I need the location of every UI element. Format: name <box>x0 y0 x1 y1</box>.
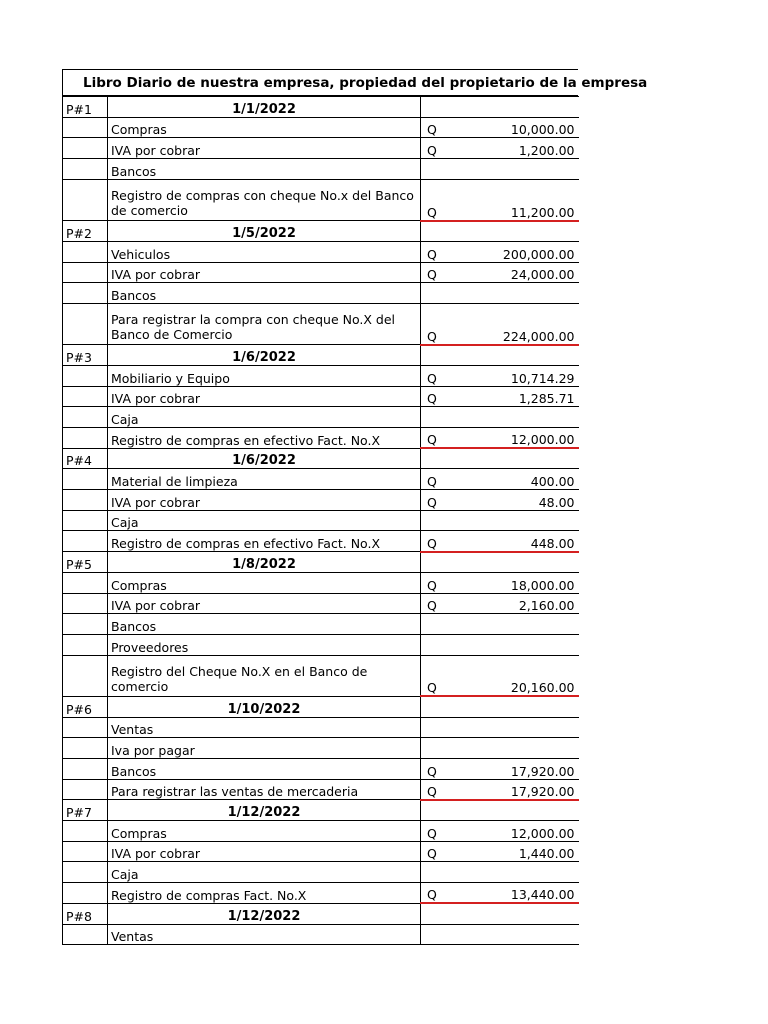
account-name[interactable]: Para registrar la compra con cheque No.X del Banco de Comercio <box>108 303 421 344</box>
amount-value: 11,200.00 <box>510 204 575 220</box>
amount-cell[interactable] <box>421 924 579 945</box>
amount-wrapper <box>424 205 576 220</box>
entry-date[interactable]: 1/6/2022 <box>108 345 421 366</box>
amount-wrapper <box>424 391 576 406</box>
account-name[interactable]: IVA por cobrar <box>108 593 421 614</box>
entry-header-amount-cell[interactable] <box>421 345 579 366</box>
entry-row-id-cell[interactable] <box>63 469 108 490</box>
journal-line-row <box>63 241 579 262</box>
amount-cell[interactable] <box>421 614 579 635</box>
account-name[interactable]: IVA por cobrar <box>108 262 421 283</box>
amount-value: 224,000.00 <box>502 328 575 344</box>
journal-line-row <box>63 821 579 842</box>
amount-cell[interactable] <box>421 531 579 552</box>
journal-title: Libro Diario de nuestra empresa, propiedad del propietario de la empresa <box>62 69 578 96</box>
entry-row-id-cell[interactable] <box>63 738 108 759</box>
account-name[interactable]: IVA por cobrar <box>108 490 421 511</box>
amount-cell[interactable] <box>421 821 579 842</box>
amount-wrapper <box>424 495 576 510</box>
amount-value: 24,000.00 <box>510 267 575 283</box>
journal-line-row <box>63 759 579 780</box>
account-name[interactable]: Registro de compras Fact. No.X <box>108 883 421 904</box>
entry-header-row <box>63 800 579 821</box>
amount-cell[interactable] <box>421 634 579 655</box>
entry-header-amount-cell[interactable] <box>421 448 579 469</box>
journal-line-row <box>63 531 579 552</box>
account-name[interactable]: Para registrar las ventas de mercaderia <box>108 779 421 800</box>
currency-symbol: Q <box>427 535 437 551</box>
entry-header-row <box>63 221 579 242</box>
entry-row-id-cell[interactable] <box>63 655 108 696</box>
journal-sheet <box>62 69 648 945</box>
entry-row-id-cell[interactable] <box>63 759 108 780</box>
amount-wrapper <box>424 578 576 593</box>
amount-value: 18,000.00 <box>510 577 575 593</box>
account-name[interactable]: Bancos <box>108 759 421 780</box>
journal-line-row <box>63 634 579 655</box>
amount-wrapper <box>424 329 576 344</box>
journal-line-row <box>63 138 579 159</box>
account-name[interactable]: Material de limpieza <box>108 469 421 490</box>
journal-line-row <box>63 614 579 635</box>
amount-cell[interactable] <box>421 303 579 344</box>
amount-wrapper <box>424 784 576 799</box>
entry-header-row <box>63 97 579 118</box>
account-name[interactable]: Compras <box>108 821 421 842</box>
entry-id[interactable]: P#3 <box>63 345 108 366</box>
journal-line-row <box>63 593 579 614</box>
amount-wrapper <box>424 887 576 902</box>
journal-line-row <box>63 490 579 511</box>
entry-row-id-cell[interactable] <box>63 572 108 593</box>
currency-symbol: Q <box>427 474 437 490</box>
amount-cell[interactable] <box>421 572 579 593</box>
account-name[interactable]: Iva por pagar <box>108 738 421 759</box>
amount-value: 400.00 <box>530 474 575 490</box>
entry-row-id-cell[interactable] <box>63 179 108 220</box>
entry-header-row <box>63 903 579 924</box>
entry-row-id-cell[interactable] <box>63 117 108 138</box>
amount-cell[interactable] <box>421 428 579 449</box>
currency-symbol: Q <box>427 122 437 138</box>
currency-symbol: Q <box>427 577 437 593</box>
currency-symbol: Q <box>427 494 437 510</box>
entry-header-row <box>63 448 579 469</box>
currency-symbol: Q <box>427 143 437 159</box>
entry-date[interactable]: 1/12/2022 <box>108 903 421 924</box>
amount-value: 17,920.00 <box>510 763 575 779</box>
amount-wrapper <box>424 432 576 447</box>
currency-symbol: Q <box>427 204 437 220</box>
entry-id[interactable]: P#1 <box>63 97 108 118</box>
journal-line-row <box>63 717 579 738</box>
amount-wrapper <box>424 371 576 386</box>
currency-symbol: Q <box>427 680 437 696</box>
account-name[interactable]: IVA por cobrar <box>108 841 421 862</box>
amount-cell[interactable] <box>421 407 579 428</box>
account-name[interactable]: Ventas <box>108 924 421 945</box>
entry-id[interactable]: P#7 <box>63 800 108 821</box>
entry-header-amount-cell[interactable] <box>421 696 579 717</box>
amount-cell[interactable] <box>421 655 579 696</box>
journal-line-row <box>63 386 579 407</box>
account-name[interactable]: Bancos <box>108 283 421 304</box>
journal-line-row <box>63 303 579 344</box>
entry-row-id-cell[interactable] <box>63 883 108 904</box>
amount-wrapper <box>424 826 576 841</box>
account-name[interactable]: Registro de compras en efectivo Fact. No.X <box>108 428 421 449</box>
account-name[interactable]: Caja <box>108 510 421 531</box>
account-name[interactable]: Proveedores <box>108 634 421 655</box>
entry-header-amount-cell[interactable] <box>421 552 579 573</box>
currency-symbol: Q <box>427 763 437 779</box>
amount-wrapper <box>424 247 576 262</box>
journal-line-row <box>63 365 579 386</box>
account-name[interactable]: Bancos <box>108 614 421 635</box>
journal-table <box>62 96 579 945</box>
currency-symbol: Q <box>427 598 437 614</box>
currency-symbol: Q <box>427 887 437 903</box>
currency-symbol: Q <box>427 246 437 262</box>
journal-line-row <box>63 117 579 138</box>
entry-header-row <box>63 696 579 717</box>
amount-wrapper <box>424 267 576 282</box>
amount-value: 48.00 <box>538 494 575 510</box>
amount-cell[interactable] <box>421 841 579 862</box>
entry-id[interactable]: P#2 <box>63 221 108 242</box>
amount-value: 13,440.00 <box>510 887 575 903</box>
account-name[interactable]: Compras <box>108 572 421 593</box>
entry-date[interactable]: 1/1/2022 <box>108 97 421 118</box>
account-name[interactable]: Registro de compras con cheque No.x del Banco de comercio <box>108 179 421 220</box>
currency-symbol: Q <box>427 432 437 448</box>
amount-wrapper <box>424 536 576 551</box>
currency-symbol: Q <box>427 267 437 283</box>
account-name[interactable]: Mobiliario y Equipo <box>108 365 421 386</box>
amount-cell[interactable] <box>421 759 579 780</box>
journal-line-row <box>63 283 579 304</box>
entry-header-amount-cell[interactable] <box>421 903 579 924</box>
amount-wrapper <box>424 598 576 613</box>
amount-cell[interactable] <box>421 262 579 283</box>
entry-date[interactable]: 1/5/2022 <box>108 221 421 242</box>
entry-row-id-cell[interactable] <box>63 428 108 449</box>
amount-value: 1,440.00 <box>518 846 575 862</box>
amount-cell[interactable] <box>421 510 579 531</box>
account-name[interactable]: Caja <box>108 407 421 428</box>
account-name[interactable]: Compras <box>108 117 421 138</box>
entry-row-id-cell[interactable] <box>63 510 108 531</box>
currency-symbol: Q <box>427 825 437 841</box>
amount-wrapper <box>424 143 576 158</box>
amount-cell[interactable] <box>421 738 579 759</box>
journal-line-row <box>63 883 579 904</box>
entry-row-id-cell[interactable] <box>63 779 108 800</box>
journal-line-row <box>63 572 579 593</box>
journal-line-row <box>63 159 579 180</box>
journal-line-row <box>63 841 579 862</box>
entry-date[interactable]: 1/10/2022 <box>108 696 421 717</box>
entry-row-id-cell[interactable] <box>63 531 108 552</box>
amount-value: 200,000.00 <box>502 246 575 262</box>
entry-row-id-cell[interactable] <box>63 862 108 883</box>
amount-wrapper <box>424 764 576 779</box>
account-name[interactable]: IVA por cobrar <box>108 138 421 159</box>
journal-line-row <box>63 779 579 800</box>
account-name[interactable]: Vehiculos <box>108 241 421 262</box>
amount-cell[interactable] <box>421 593 579 614</box>
amount-cell[interactable] <box>421 241 579 262</box>
amount-value: 10,714.29 <box>510 370 575 386</box>
entry-row-id-cell[interactable] <box>63 614 108 635</box>
entry-row-id-cell[interactable] <box>63 717 108 738</box>
entry-id[interactable]: P#8 <box>63 903 108 924</box>
account-name[interactable]: Ventas <box>108 717 421 738</box>
amount-value: 1,285.71 <box>518 391 575 407</box>
amount-value: 12,000.00 <box>510 432 575 448</box>
amount-wrapper <box>424 680 576 695</box>
amount-cell[interactable] <box>421 138 579 159</box>
amount-cell[interactable] <box>421 883 579 904</box>
entry-date[interactable]: 1/6/2022 <box>108 448 421 469</box>
currency-symbol: Q <box>427 846 437 862</box>
amount-cell[interactable] <box>421 717 579 738</box>
entry-row-id-cell[interactable] <box>63 365 108 386</box>
account-name[interactable]: Bancos <box>108 159 421 180</box>
amount-cell[interactable] <box>421 386 579 407</box>
entry-row-id-cell[interactable] <box>63 138 108 159</box>
amount-value: 20,160.00 <box>510 680 575 696</box>
amount-cell[interactable] <box>421 159 579 180</box>
amount-value: 2,160.00 <box>518 598 575 614</box>
journal-line-row <box>63 862 579 883</box>
amount-wrapper <box>424 846 576 861</box>
entry-id[interactable]: P#6 <box>63 696 108 717</box>
journal-line-row <box>63 738 579 759</box>
account-name[interactable]: Caja <box>108 862 421 883</box>
entry-row-id-cell[interactable] <box>63 386 108 407</box>
amount-cell[interactable] <box>421 179 579 220</box>
amount-cell[interactable] <box>421 490 579 511</box>
entry-row-id-cell[interactable] <box>63 593 108 614</box>
entry-date[interactable]: 1/12/2022 <box>108 800 421 821</box>
entry-id[interactable]: P#5 <box>63 552 108 573</box>
amount-cell[interactable] <box>421 779 579 800</box>
journal-line-row <box>63 179 579 220</box>
currency-symbol: Q <box>427 328 437 344</box>
entry-header-amount-cell[interactable] <box>421 800 579 821</box>
entry-row-id-cell[interactable] <box>63 407 108 428</box>
journal-line-row <box>63 924 579 945</box>
entry-header-row <box>63 552 579 573</box>
entry-row-id-cell[interactable] <box>63 303 108 344</box>
journal-line-row <box>63 469 579 490</box>
amount-value: 10,000.00 <box>510 122 575 138</box>
journal-line-row <box>63 510 579 531</box>
entry-row-id-cell[interactable] <box>63 241 108 262</box>
entry-date[interactable]: 1/8/2022 <box>108 552 421 573</box>
journal-line-row <box>63 655 579 696</box>
entry-row-id-cell[interactable] <box>63 841 108 862</box>
entry-header-row <box>63 345 579 366</box>
amount-value: 448.00 <box>530 535 575 551</box>
amount-cell[interactable] <box>421 117 579 138</box>
journal-line-row <box>63 428 579 449</box>
entry-row-id-cell[interactable] <box>63 490 108 511</box>
entry-id[interactable]: P#4 <box>63 448 108 469</box>
currency-symbol: Q <box>427 783 437 799</box>
amount-wrapper <box>424 122 576 137</box>
currency-symbol: Q <box>427 370 437 386</box>
amount-value: 12,000.00 <box>510 825 575 841</box>
entry-row-id-cell[interactable] <box>63 924 108 945</box>
entry-header-amount-cell[interactable] <box>421 97 579 118</box>
account-name[interactable]: Registro de compras en efectivo Fact. No.X <box>108 531 421 552</box>
entry-row-id-cell[interactable] <box>63 283 108 304</box>
amount-cell[interactable] <box>421 469 579 490</box>
account-name[interactable]: Registro del Cheque No.X en el Banco de comercio <box>108 655 421 696</box>
amount-cell[interactable] <box>421 365 579 386</box>
entry-row-id-cell[interactable] <box>63 634 108 655</box>
amount-wrapper <box>424 474 576 489</box>
journal-line-row <box>63 262 579 283</box>
amount-cell[interactable] <box>421 862 579 883</box>
amount-value: 1,200.00 <box>518 143 575 159</box>
currency-symbol: Q <box>427 391 437 407</box>
entry-row-id-cell[interactable] <box>63 821 108 842</box>
entry-header-amount-cell[interactable] <box>421 221 579 242</box>
account-name[interactable]: IVA por cobrar <box>108 386 421 407</box>
amount-value: 17,920.00 <box>510 783 575 799</box>
entry-row-id-cell[interactable] <box>63 262 108 283</box>
entry-row-id-cell[interactable] <box>63 159 108 180</box>
amount-cell[interactable] <box>421 283 579 304</box>
journal-line-row <box>63 407 579 428</box>
